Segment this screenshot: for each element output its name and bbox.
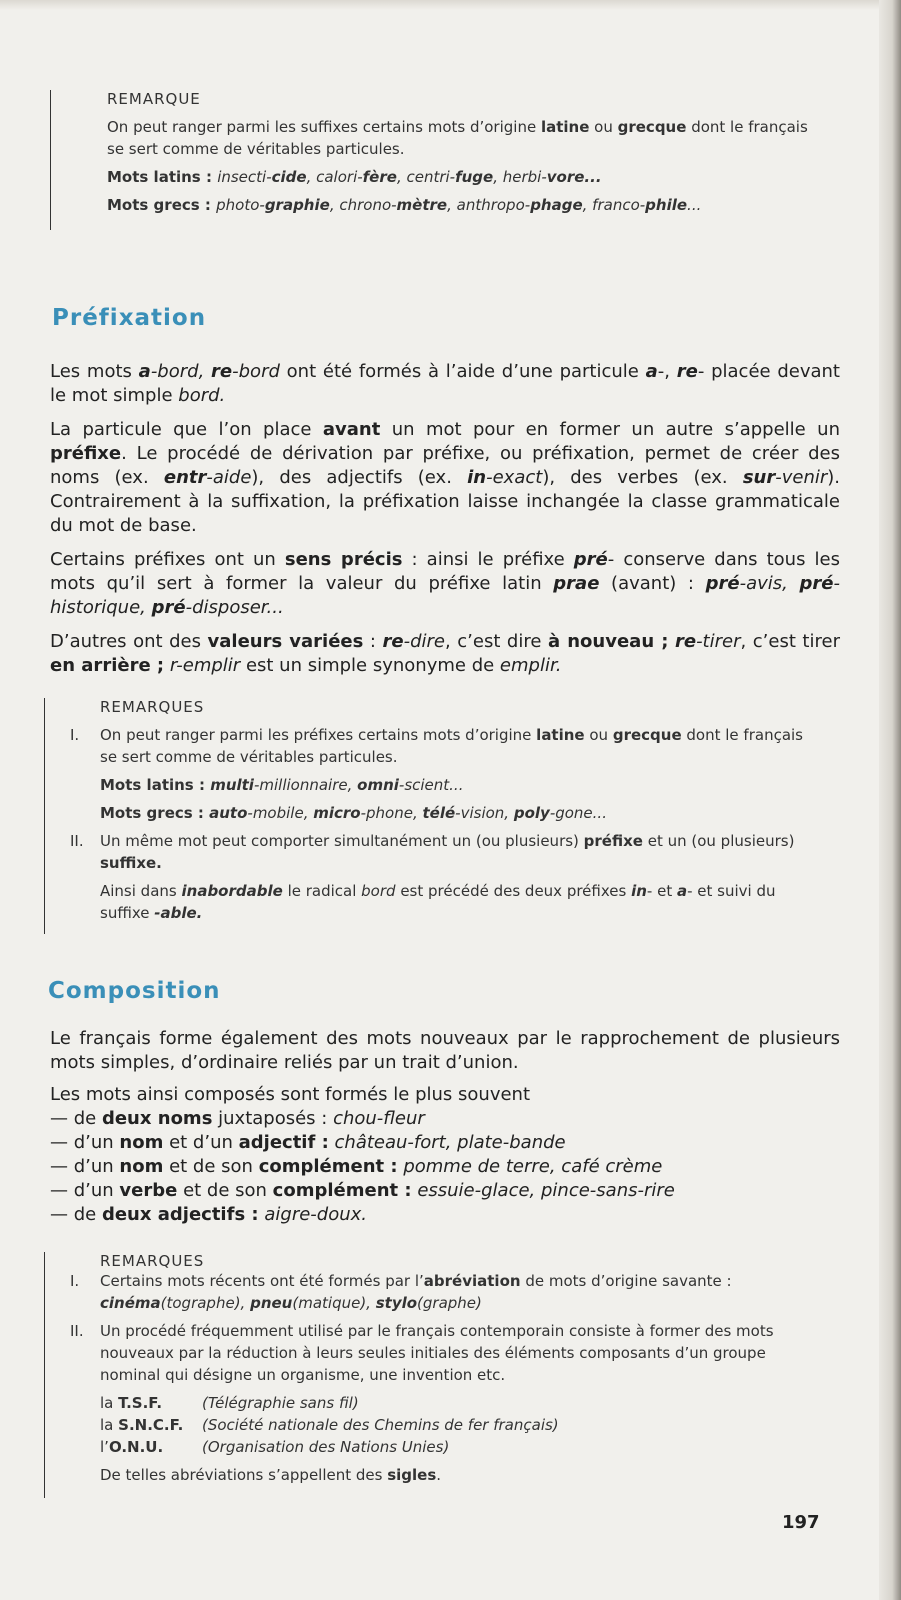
list-item: — de deux adjectifs : aigre-doux.	[50, 1203, 840, 1227]
remarks-composition	[44, 1252, 829, 1498]
page-edge-shadow	[879, 0, 901, 1600]
prefixation-body	[50, 360, 840, 688]
remark-text: On peut ranger parmi les suffixes certains mots d’origine latine ou grecque dont le français se sert comme de véritables particules. Mots latins : insecti-cide, calori-fère, centri-fuge, herbi-vore... Mots grecs : photo-graphie, chrono-mètre, anthropo-phage, franco-phile...	[107, 116, 820, 216]
remarks-title: REMARQUES	[100, 1252, 205, 1270]
prefixation-p1: Les mots a-bord, re-bord ont été formés à l’aide d’une particule a-, re- placée devant le mot simple bord.	[50, 361, 840, 406]
list-item: — d’un nom et de son complément : pomme de terre, café crème	[50, 1155, 840, 1179]
page-top-shadow	[0, 0, 901, 10]
sigle-row: la S.N.C.F. (Société nationale des Chemins de fer français)	[100, 1416, 559, 1434]
sigle-row: l’O.N.U. (Organisation des Nations Unies)	[100, 1438, 450, 1456]
sigle-row: la T.S.F. (Télégraphie sans fil)	[100, 1394, 359, 1412]
remark-item-2: II. Un procédé fréquemment utilisé par le français contemporain consiste à former des mots nouveaux par la réduction à leurs seules initiales des éléments composants d’un groupe nominal qui désigne un organisme, une invention etc. la T.S.F. (Télégraphie sans fil) la S.N.C.F. (Société nationale des Chemins de fer français) l’O.N.U. (Organisation des Nations Unies) De telles abréviations s’appellent des sigles.	[70, 1320, 829, 1492]
remark-suffixes	[50, 90, 820, 230]
heading-prefixation: Préfixation	[52, 305, 207, 331]
prefixation-p3: Certains préfixes ont un sens précis : ainsi le préfixe pré- conserve dans tous les mots qu’il sert à former la valeur du préfixe latin prae (avant) : pré-avis, pré-historique, pré-disposer...	[50, 549, 841, 618]
composition-p2: Les mots ainsi composés sont formés le plus souvent	[50, 1084, 531, 1105]
prefixation-p4: D’autres ont des valeurs variées : re-dire, c’est dire à nouveau ; re-tirer, c’est tirer en arrière ; r-emplir est un simple synonyme de emplir.	[50, 631, 840, 676]
list-item: — d’un verbe et de son complément : essuie-glace, pince-sans-rire	[50, 1179, 840, 1203]
composition-p1: Le français forme également des mots nouveaux par le rapprochement de plusieurs mots simples, d’ordinaire reliés par un trait d’union.	[50, 1028, 840, 1073]
remark-item-2: II. Un même mot peut comporter simultanément un (ou plusieurs) préfixe et un (ou plusieurs) suffixe. Ainsi dans inabordable le radical bord est précédé des deux préfixes in- et a- et suivi du suffixe -able.	[70, 832, 795, 922]
list-item: — d’un nom et d’un adjectif : château-fort, plate-bande	[50, 1131, 840, 1155]
mots-latins-suffixes: Mots latins : insecti-cide, calori-fère, centri-fuge, herbi-vore...	[107, 168, 602, 186]
remarks-title: REMARQUES	[100, 698, 205, 716]
composition-list	[50, 1107, 840, 1227]
heading-composition: Composition	[48, 978, 221, 1004]
prefixation-p2: La particule que l’on place avant un mot pour en former un autre s’appelle un préfixe. Le procédé de dérivation par préfixe, ou préfixation, permet de créer des noms (ex. entr-aide), des adjectifs (ex. in-exact), des verbes (ex. sur-venir). Contrairement à la suffixation, la préfixation laisse inchangée la classe grammaticale du mot de base.	[50, 419, 840, 536]
remark-item-1: I. On peut ranger parmi les préfixes certains mots d’origine latine ou grecque dont le français se sert comme de véritables particules. Mots latins : multi-millionnaire, omni-scient... Mots grecs : auto-mobile, micro-phone, télé-vision, poly-gone...	[70, 726, 803, 822]
remark-item-1: I. Certains mots récents ont été formés par l’abréviation de mots d’origine savante : cinéma(tographe), pneu(matique), stylo(graphe)	[70, 1272, 732, 1312]
mots-grecs-suffixes: Mots grecs : photo-graphie, chrono-mètre, anthropo-phage, franco-phile...	[107, 196, 702, 214]
list-item: — de deux noms juxtaposés : chou-fleur	[50, 1107, 840, 1131]
page-number: 197	[782, 1512, 820, 1533]
composition-body	[50, 1027, 840, 1227]
remark-title: REMARQUE	[107, 90, 201, 108]
remarks-prefixes	[44, 698, 824, 934]
